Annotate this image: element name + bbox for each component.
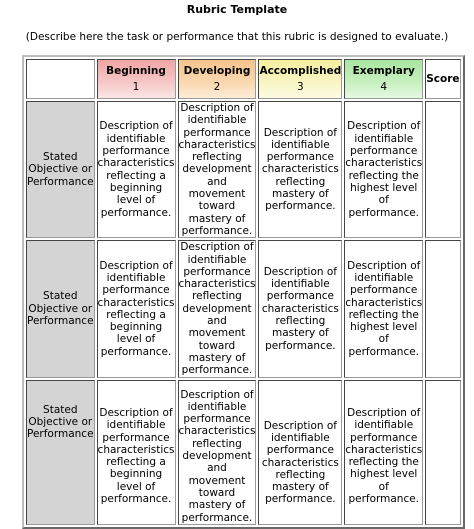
objective-cell: Stated Objective or Performance — [26, 380, 95, 525]
table-row — [26, 101, 461, 238]
header-accomplished — [258, 59, 342, 99]
header-exemplary — [344, 59, 423, 99]
header-row — [26, 59, 461, 99]
score-cell[interactable] — [425, 240, 460, 377]
score-cell[interactable] — [425, 380, 460, 525]
header-label: Score — [426, 72, 460, 85]
objective-cell: Stated Objective or Performance — [26, 101, 95, 238]
developing-description: Description of identifiable performance characteristics reflecting development and movement toward mastery of performance. — [178, 102, 256, 237]
header-label: Beginning — [106, 64, 166, 77]
objective-cell: Stated Objective or Performance — [26, 240, 95, 377]
exemplary-description: Description of identifiable performance characteristics reflecting the highest level of performance. — [344, 101, 423, 238]
header-score — [425, 59, 460, 99]
header-label: Accomplished — [259, 64, 342, 77]
developing-description: Description of identifiable performance characteristics reflecting development and movement toward mastery of performance. — [178, 380, 257, 525]
header-number: 2 — [213, 81, 221, 93]
page-title: Rubric Template — [186, 3, 288, 16]
developing-description: Description of identifiable performance characteristics reflecting development and movement toward mastery of performance. — [178, 241, 256, 377]
header-beginning — [97, 59, 176, 99]
table-row — [26, 240, 461, 377]
beginning-description: Description of identifiable performance characteristics reflecting a beginning level of performance. — [97, 101, 176, 238]
header-number: 4 — [380, 81, 388, 93]
accomplished-description: Description of identifiable performance characteristics reflecting mastery of performance. — [258, 380, 342, 525]
table-row — [26, 380, 461, 525]
header-number: 1 — [132, 81, 140, 93]
beginning-description: Description of identifiable performance characteristics reflecting a beginning level of performance. — [97, 240, 176, 377]
exemplary-description: Description of identifiable performance characteristics reflecting the highest level of performance. — [344, 240, 423, 377]
score-cell[interactable] — [425, 101, 460, 238]
header-developing — [178, 59, 257, 99]
accomplished-description: Description of identifiable performance characteristics reflecting mastery of performance. — [258, 101, 342, 238]
header-blank-cell — [26, 59, 95, 99]
header-number: 3 — [297, 81, 304, 93]
header-label: Developing — [183, 64, 251, 77]
page-subtitle: (Describe here the task or performance that this rubric is designed to evaluate.) — [25, 31, 449, 43]
exemplary-description: Description of identifiable performance characteristics reflecting the highest level of performance. — [344, 380, 423, 525]
accomplished-description: Description of identifiable performance characteristics reflecting mastery of performance. — [258, 240, 342, 377]
rubric-table — [22, 55, 465, 529]
header-label: Exemplary — [352, 64, 415, 77]
beginning-description: Description of identifiable performance characteristics reflecting a beginning level of performance. — [97, 380, 176, 525]
